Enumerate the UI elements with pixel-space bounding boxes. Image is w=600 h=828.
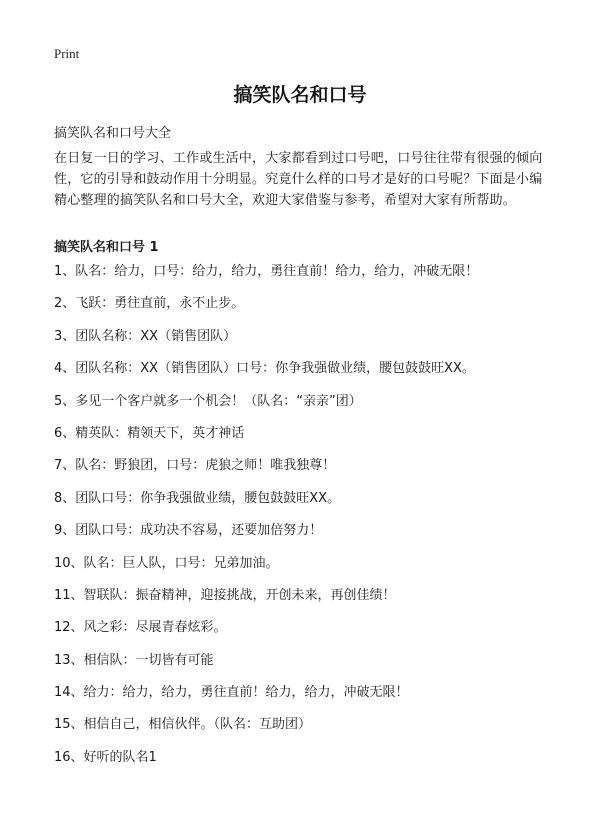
list-item: 3、团队名称：XX（销售团队）	[54, 328, 237, 344]
list-item: 15、相信自己，相信伙伴。（队名：互助团）	[54, 717, 312, 733]
list-item: 6、精英队：精领天下，英才神话	[54, 425, 245, 441]
print-link[interactable]: Print	[54, 46, 80, 61]
slogan-list	[54, 263, 564, 781]
list-item: 4、团队名称：XX（销售团队）口号：你争我强做业绩，腰包鼓鼓旺XX。	[54, 361, 475, 377]
section-heading: 搞笑队名和口号 1	[54, 240, 159, 255]
document-subtitle: 搞笑队名和口号大全	[54, 126, 172, 141]
list-item: 5、多见一个客户就多一个机会！（队名：“亲亲”团）	[54, 393, 362, 409]
page-title: 搞笑队名和口号	[233, 84, 367, 106]
list-item: 8、团队口号：你争我强做业绩，腰包鼓鼓旺XX。	[54, 490, 341, 506]
list-item: 9、团队口号：成功决不容易，还要加倍努力！	[54, 523, 323, 539]
list-item: 7、队名：野狼团，口号：虎狼之师！唯我独尊！	[54, 458, 336, 474]
list-item: 14、给力：给力，给力，勇往直前！给力，给力，冲破无限！	[54, 685, 409, 701]
list-item: 1、队名：给力，口号：给力，给力，勇往直前！给力，给力，冲破无限！	[54, 264, 479, 279]
intro-paragraph: 在日复一日的学习、工作或生活中，大家都看到过口号吧，口号往往带有很强的倾向性，它的引导和鼓动作用十分明显。究竟什么样的口号才是好的口号呢？下面是小编精心整理的搞笑队名和口号大全，欢迎大家借鉴与参考，希望对大家有所帮助。	[54, 151, 543, 208]
list-item: 2、飞跃：勇往直前，永不止步。	[54, 296, 245, 312]
list-item: 11、智联队：振奋精神，迎接挑战，开创未来，再创佳绩！	[54, 587, 396, 603]
list-item: 13、相信队：一切皆有可能	[54, 652, 214, 668]
list-item: 12、风之彩：尽展青春炫彩。	[54, 620, 227, 636]
list-item: 10、队名：巨人队，口号：兄弟加油。	[54, 555, 279, 571]
list-item: 16、好听的队名1	[54, 749, 157, 765]
